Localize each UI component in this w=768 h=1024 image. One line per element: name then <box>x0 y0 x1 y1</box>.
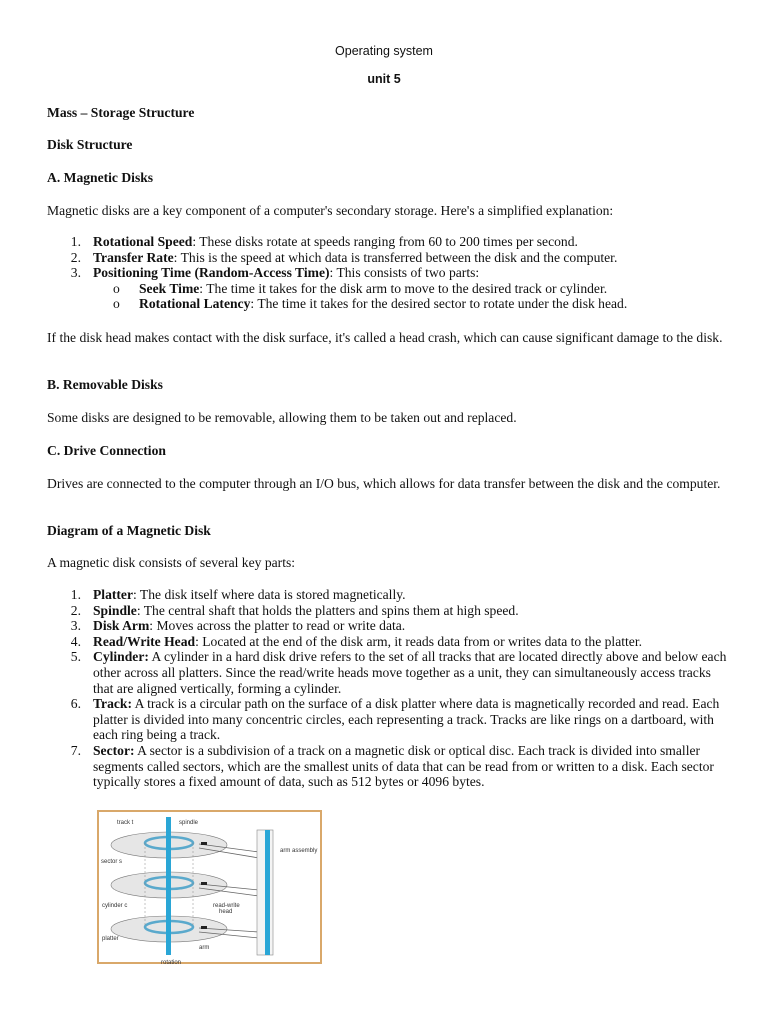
label-arm-assembly: arm assembly <box>280 848 318 854</box>
list-item: 3. Disk Arm: Moves across the platter to read or write data. <box>70 618 406 634</box>
list-item: 4. Read/Write Head: Located at the end of the disk arm, it reads data from or writes data to the platter. <box>70 633 643 649</box>
magnetic-disk-diagram <box>97 810 322 964</box>
list-item: 3. Positioning Time (Random-Access Time): This consists of two parts: <box>70 265 480 281</box>
label-read-write-head: read-write <box>213 903 240 909</box>
disk-diagram-illustration <box>99 812 320 966</box>
list-item: 6. Track: A track is a circular path on the surface of a disk platter where data is magnetically recorded and read. Each platter is divided into many concentric circles, each representing a track. Tracks are like rings on a dartboard, with each ring being a track. <box>70 696 720 743</box>
spindle <box>166 817 171 955</box>
heading-drive-connection: C. Drive Connection <box>47 443 166 458</box>
list-item: 5. Cylinder: A cylinder in a hard disk drive refers to the set of all tracks that are located directly above and below each other across all platters. Since the read/write heads move together as a unit, they can simultaneously access tracks that are aligned vertically, forming a cylinder. <box>70 649 727 696</box>
paragraph-magnetic-intro: Magnetic disks are a key component of a computer's secondary storage. Here's a simplified explanation: <box>47 203 614 218</box>
label-rotation: rotation <box>161 960 182 966</box>
sub-list-item: o Rotational Latency: The time it takes for the desired sector to rotate under the disk head. <box>113 296 628 312</box>
list-item: 7. Sector: A sector is a subdivision of a track on a magnetic disk or optical disc. Each track is divided into smaller segments called sectors, which are the smallest units of data that can be read from or written to a disk. Each sector typically stores a fixed amount of data, such as 512 bytes or 4096 bytes. <box>70 742 714 790</box>
document-title: Operating system <box>335 44 433 58</box>
paragraph-drive: Drives are connected to the computer through an I/O bus, which allows for data transfer between the disk and the computer. <box>47 476 721 491</box>
label-spindle: spindle <box>179 820 199 826</box>
list-item: 1. Platter: The disk itself where data is stored magnetically. <box>70 587 406 602</box>
heading-diagram: Diagram of a Magnetic Disk <box>47 523 211 538</box>
paragraph-removable: Some disks are designed to be removable, allowing them to be taken out and replaced. <box>47 410 517 425</box>
heading-disk-structure: Disk Structure <box>47 137 133 152</box>
heading-mass-storage: Mass – Storage Structure <box>47 105 195 120</box>
label-cylinder: cylinder c <box>102 903 128 909</box>
label-platter: platter <box>102 936 119 942</box>
label-track: track t <box>117 820 134 826</box>
unit-label: unit 5 <box>367 72 401 86</box>
heading-magnetic-disks: A. Magnetic Disks <box>47 170 154 185</box>
heading-removable-disks: B. Removable Disks <box>47 377 163 392</box>
list-item: 1. Rotational Speed: These disks rotate at speeds ranging from 60 to 200 times per second. <box>70 234 578 249</box>
paragraph-diagram-intro: A magnetic disk consists of several key parts: <box>47 555 296 570</box>
label-arm: arm <box>199 945 210 951</box>
paragraph-head-crash: If the disk head makes contact with the disk surface, it's called a head crash, which can cause significant damage to the disk. <box>47 330 723 345</box>
label-sector: sector s <box>101 859 123 865</box>
list-item: 2. Transfer Rate: This is the speed at which data is transferred between the disk and the computer. <box>70 249 618 265</box>
magnetic-disk-list <box>47 234 727 312</box>
disk-parts-list <box>47 587 727 790</box>
sub-list-item: o Seek Time: The time it takes for the disk arm to move to the desired track or cylinder. <box>113 280 608 296</box>
label-head: head <box>219 909 233 915</box>
list-item: 2. Spindle: The central shaft that holds the platters and spins them at high speed. <box>70 602 519 618</box>
